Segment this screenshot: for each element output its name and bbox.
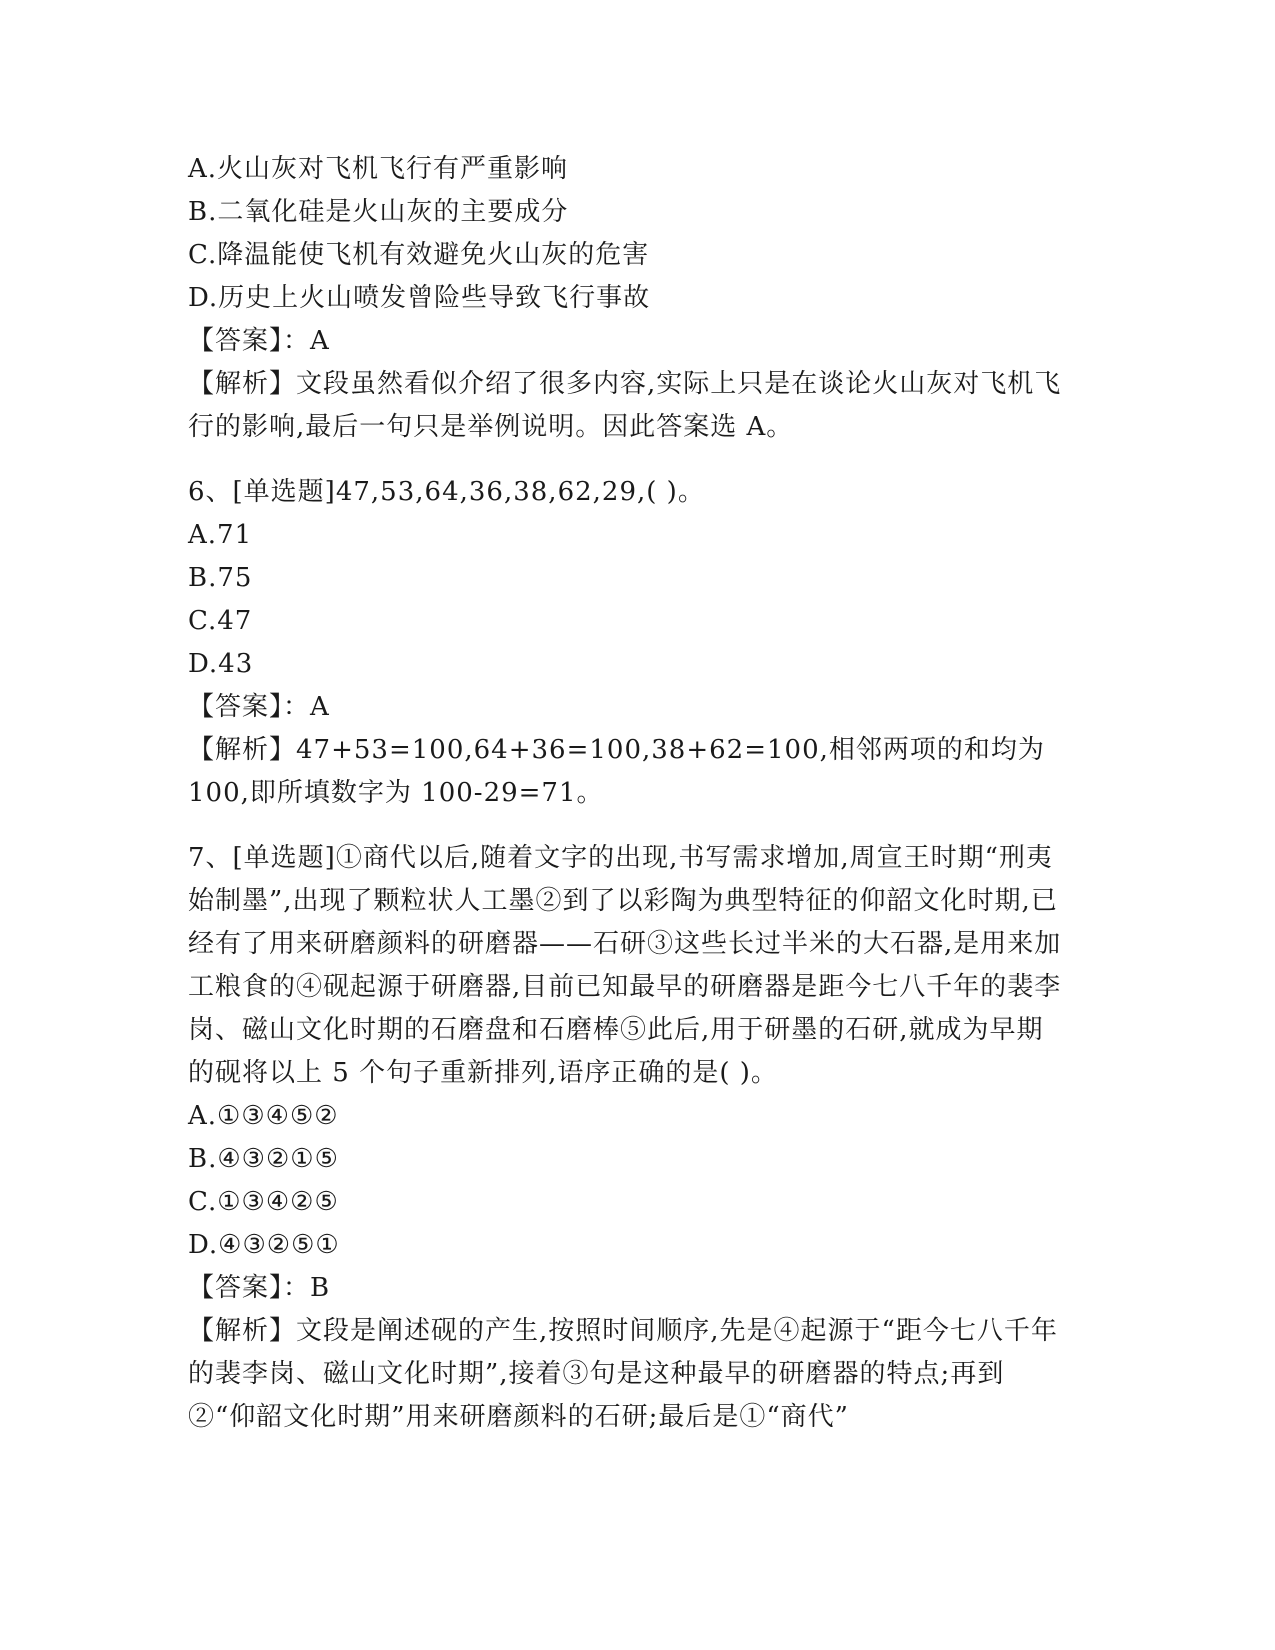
option-b: B.二氧化硅是火山灰的主要成分 [188,197,569,227]
document-page [188,148,1088,1439]
question-5-tail [188,148,1088,449]
option-a: A.火山灰对飞机飞行有严重影响 [188,154,569,184]
option-a: A.①③④⑤② [188,1101,339,1131]
analysis: 【解析】47+53=100,64+36=100,38+62=100,相邻两项的和均为 100,即所填数字为 100-29=71。 [188,735,1045,808]
analysis: 【解析】文段是阐述砚的产生,按照时间顺序,先是④起源于“距今七八千年的裴李岗、磁山文化时期”,接着③句是这种最早的研磨器的特点;再到②“仰韶文化时期”用来研磨颜料的石研;最后是①“商代” [188,1316,1058,1432]
option-a: A.71 [188,520,253,550]
option-d: D.④③②⑤① [188,1230,340,1260]
option-b: B.④③②①⑤ [188,1144,339,1174]
question-6 [188,471,1088,815]
option-c: C.降温能使飞机有效避免火山灰的危害 [188,240,650,270]
answer: 【答案】：B [188,1273,331,1303]
answer: 【答案】：A [188,692,330,722]
question-7 [188,837,1088,1439]
analysis: 【解析】文段虽然看似介绍了很多内容,实际上只是在谈论火山灰对飞机飞行的影响,最后一句只是举例说明。因此答案选 A。 [188,369,1062,442]
option-d: D.历史上火山喷发曾险些导致飞行事故 [188,283,651,313]
answer: 【答案】：A [188,326,330,356]
question-stem: 6、[单选题]47,53,64,36,38,62,29,( )。 [188,477,705,507]
option-c: C.47 [188,606,253,636]
option-c: C.①③④②⑤ [188,1187,339,1217]
question-stem: 7、[单选题]①商代以后,随着文字的出现,书写需求增加,周宣王时期“刑夷始制墨”,出现了颗粒状人工墨②到了以彩陶为典型特征的仰韶文化时期,已经有了用来研磨颜料的研磨器——石研③这些长过半米的大石器,是用来加工粮食的④砚起源于研磨器,目前已知最早的研磨器是距今七八千年的裴李岗、磁山文化时期的石磨盘和石磨棒⑤此后,用于研墨的石研,就成为早期的砚将以上 5 个句子重新排列,语序正确的是( )。 [188,843,1062,1088]
option-b: B.75 [188,563,253,593]
option-d: D.43 [188,649,254,679]
